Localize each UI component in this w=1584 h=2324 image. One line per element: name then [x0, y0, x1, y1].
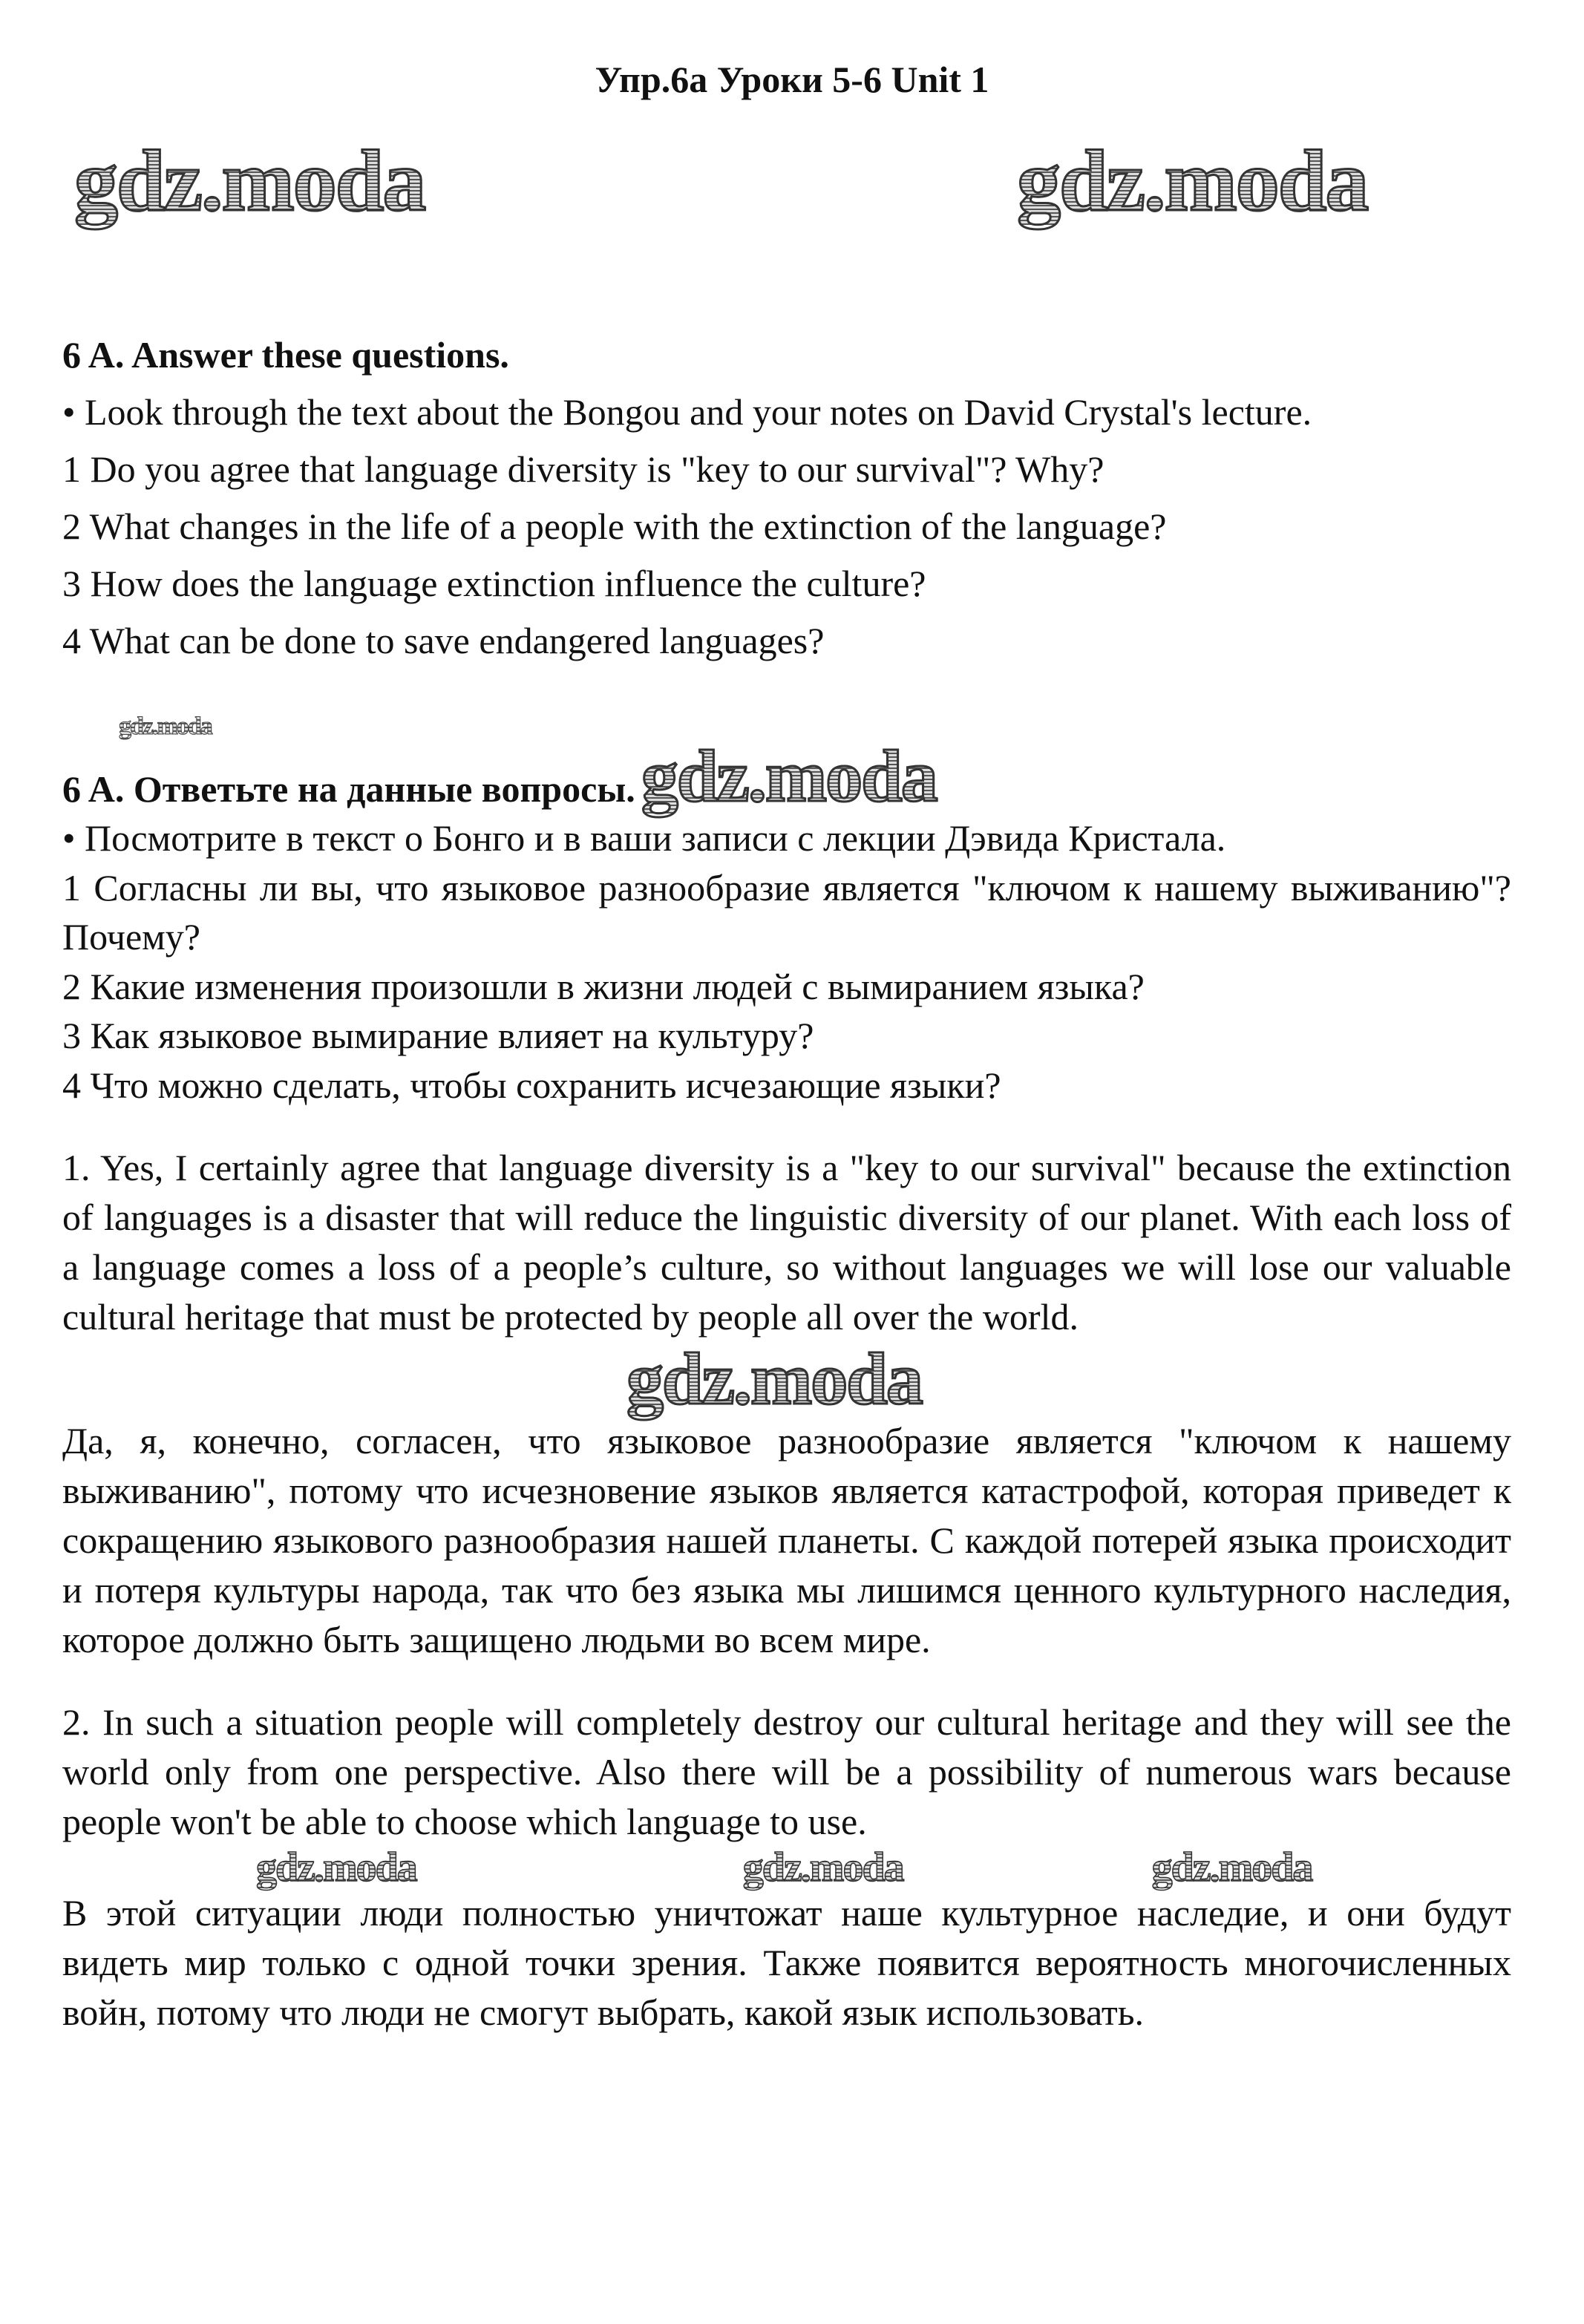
heading-row — [62, 735, 1511, 817]
question-item: 3 How does the language extinction influence the culture? — [62, 563, 926, 604]
question-item: 3 Как языковое вымирание влияет на культуру? — [62, 1015, 814, 1056]
question-item: 4 What can be done to save endangered languages? — [62, 620, 825, 661]
watermark-logo: gdz.moda — [119, 714, 267, 739]
watermark-logo: gdz.moda — [742, 1845, 903, 1891]
questions-ru — [62, 735, 1511, 1110]
watermark-row — [62, 1845, 1511, 1891]
page-content — [62, 327, 1511, 2037]
watermark-logo: gdz.moda — [1151, 1845, 1312, 1891]
answer-ru: Да, я, конечно, согласен, что языковое разнообразие является "ключом к нашему выживанию", потому что исчезновение языков является катастрофой, которая приведет к сокращению языкового разнообразия нашей планеты. С каждой потерей языка происходит и потеря культуры народа, так что без языка мы лишимся ценного культурного наследия, которое должно быть защищено людьми во всем мире. — [62, 1420, 1511, 1660]
question-item: 2 Какие изменения произошли в жизни людей с вымиранием языка? — [62, 965, 1145, 1007]
question-item: 1 Do you agree that language diversity is "key to our survival"? Why? — [62, 448, 1104, 490]
watermark-logo: gdz.moda — [641, 735, 937, 817]
questions-en — [62, 327, 1511, 670]
intro-text: • Look through the text about the Bongou and your notes on David Crystal's lecture. — [62, 391, 1312, 433]
intro-text: • Посмотрите в текст о Бонго и в ваши записи с лекции Дэвида Кристала. — [62, 817, 1226, 859]
section-heading: 6 A. Ответьте на данные вопросы. — [62, 767, 635, 810]
watermark-logo: gdz.moda — [256, 1845, 416, 1891]
section-heading: 6 A. Answer these questions. — [62, 334, 509, 376]
question-item: 1 Согласны ли вы, что языковое разнообразие является "ключом к нашему выживанию"? Почему? — [62, 866, 1511, 958]
answer-en: 2. In such a situation people will completely destroy our cultural heritage and they will see the world only from one perspective. Also there will be a possibility of numerous wars because people won't be able to choose which language to use. — [62, 1701, 1511, 1842]
watermark-logo: gdz.moda — [1017, 132, 1368, 229]
answer-en: 1. Yes, I certainly agree that language diversity is a "key to our survival" because the extinction of languages is a disaster that will reduce the linguistic diversity of our planet. With each loss of a language comes a loss of a people’s culture, so without languages we will lose our valuable cultural heritage that must be protected by people all over the world. — [62, 1147, 1511, 1338]
page-title: Упр.6а Уроки 5-6 Unit 1 — [595, 59, 989, 100]
watermark-logo: gdz.moda — [74, 132, 425, 229]
question-item: 4 Что можно сделать, чтобы сохранить исчезающие языки? — [62, 1064, 1001, 1106]
question-item: 2 What changes in the life of a people with the extinction of the language? — [62, 505, 1167, 547]
answer-ru: В этой ситуации люди полностью уничтожат наше культурное наследие, и они будут видеть мир только с одной точки зрения. Также появится вероятность многочисленных войн, потому что люди не смогут выбрать, какой язык использовать. — [62, 1892, 1511, 2033]
watermark-logo: gdz.moda — [626, 1342, 1511, 1416]
